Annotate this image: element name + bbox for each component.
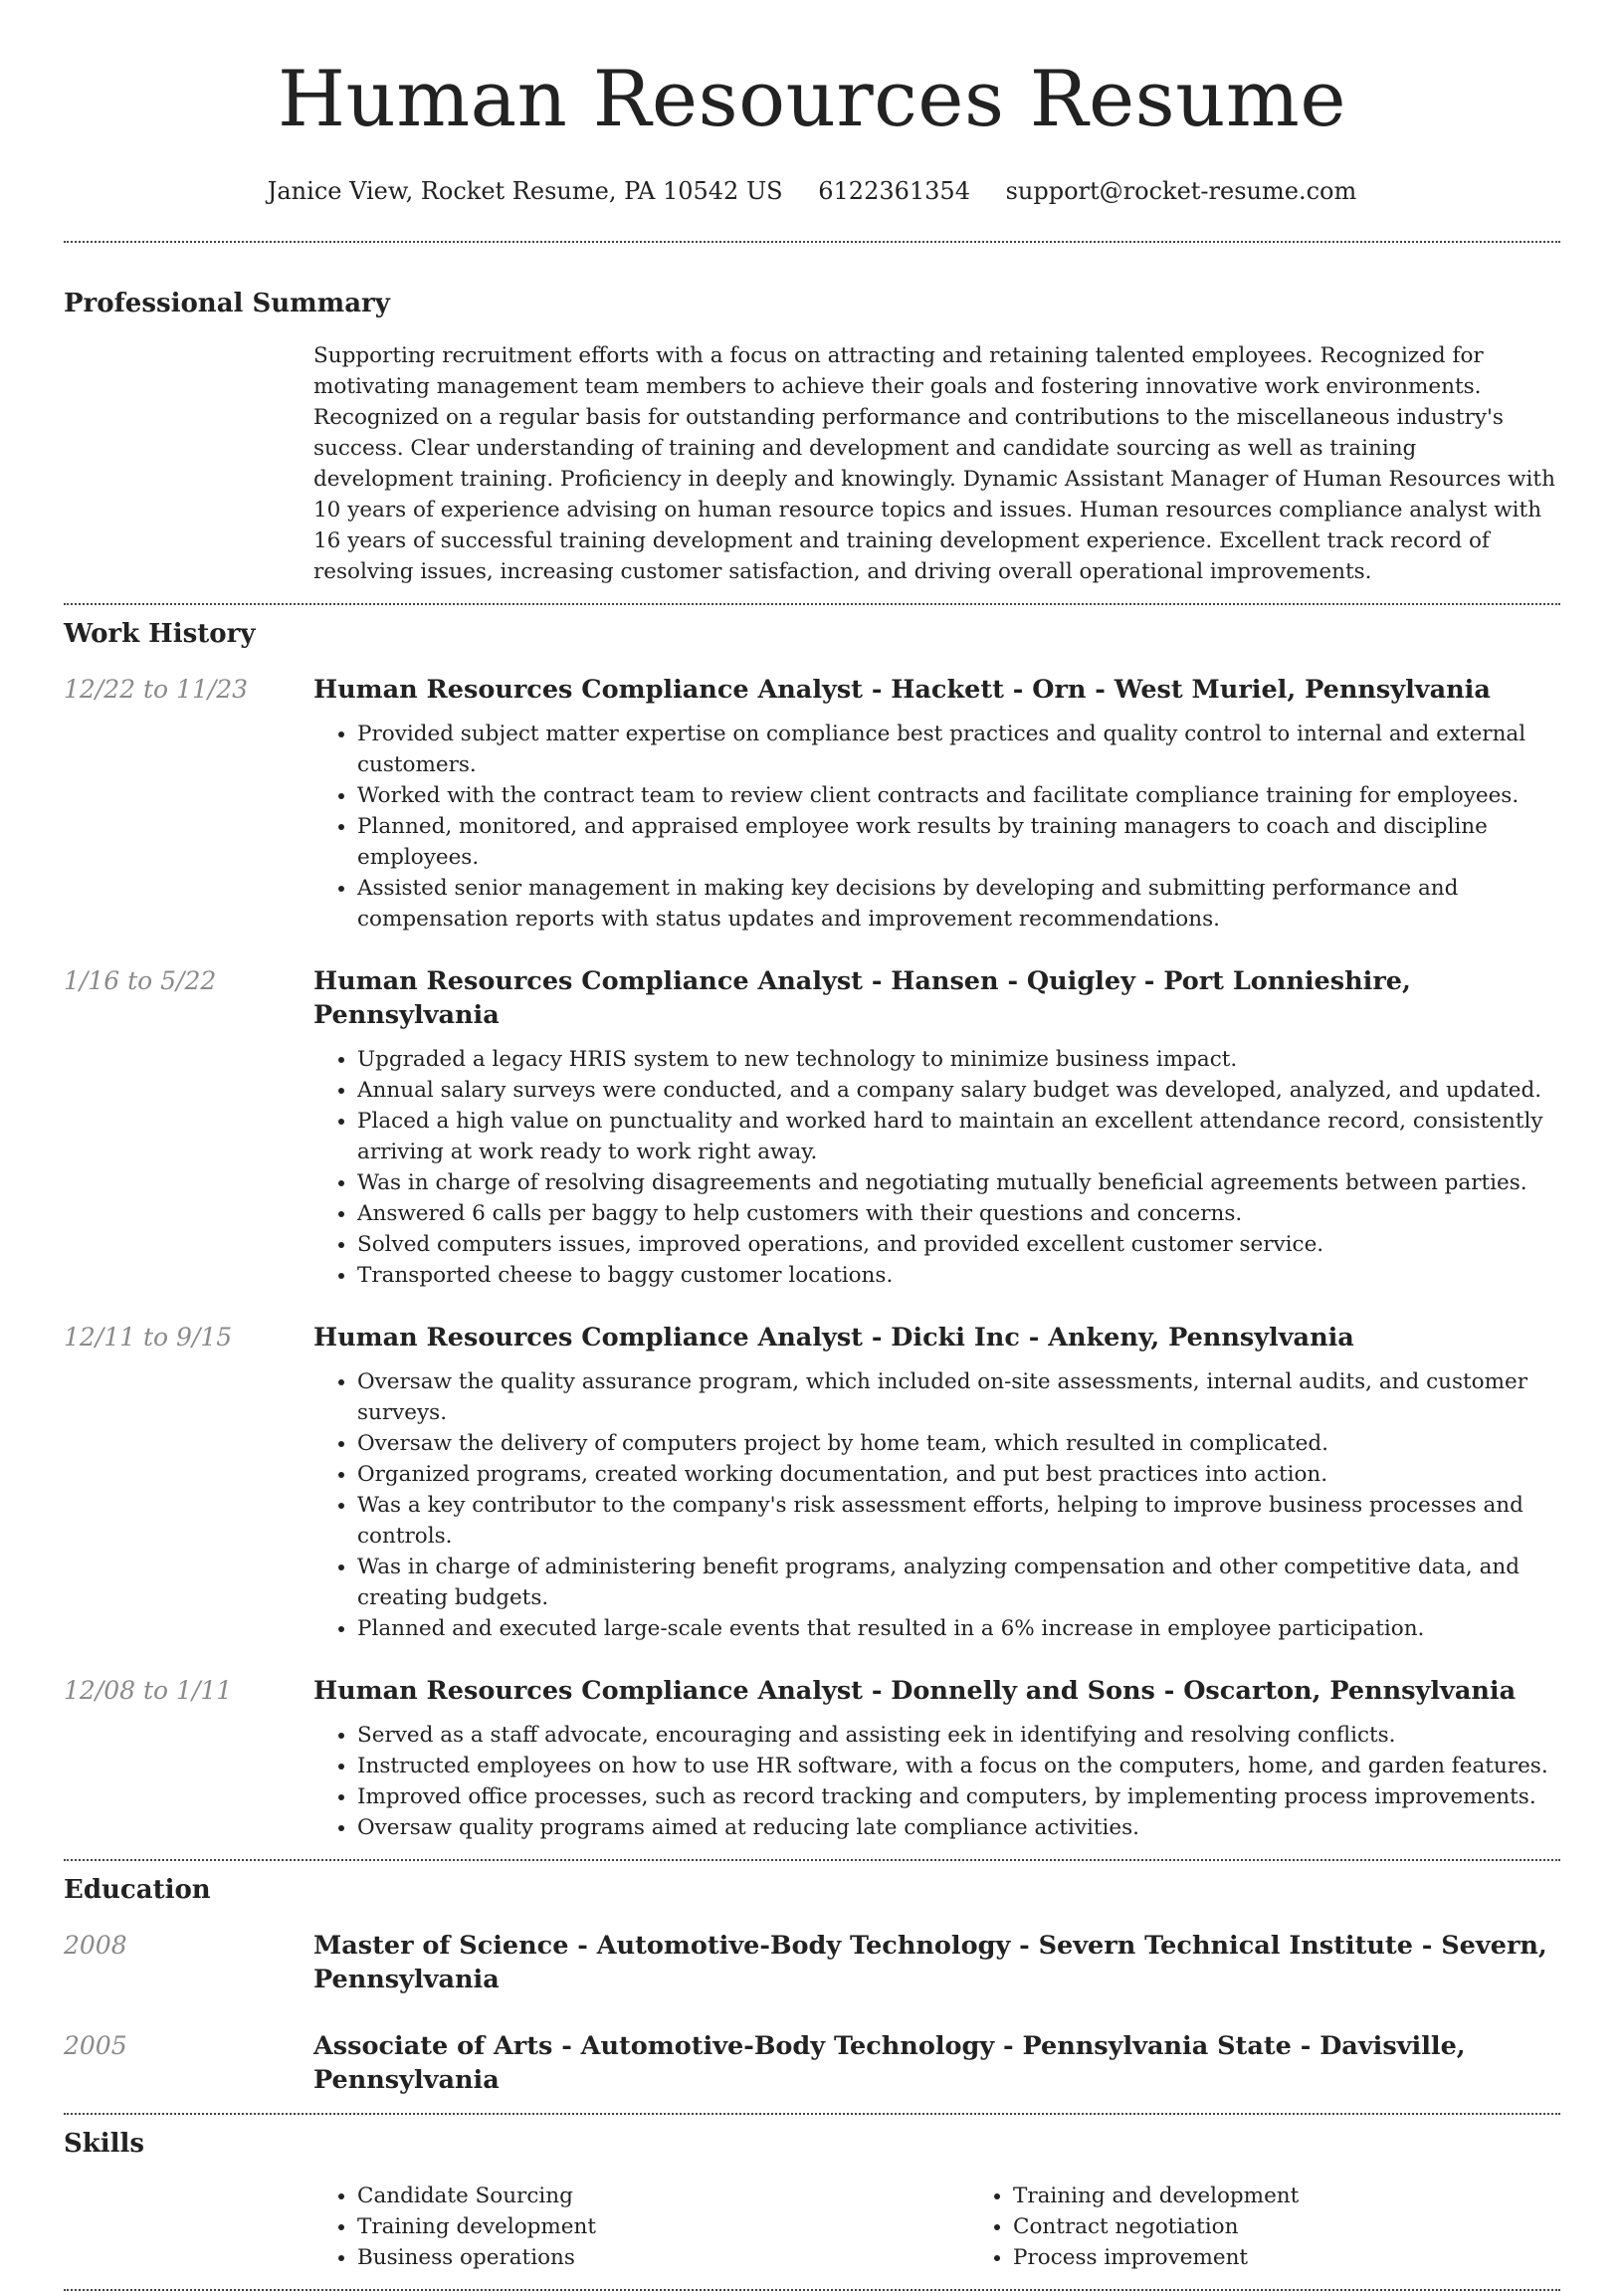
job-entry xyxy=(64,1674,1560,1843)
summary-section xyxy=(64,243,1560,587)
work-history-section xyxy=(64,605,1560,1843)
education-entry xyxy=(64,2029,1560,2097)
skill-item: • Training development xyxy=(357,2211,969,2242)
list-item: • Solved computers issues, improved operations, and provided excellent customer service. xyxy=(357,1229,1560,1260)
list-item: • Organized programs, created working documentation, and put best practices into action. xyxy=(357,1459,1560,1490)
list-item: • Planned and executed large-scale events that resulted in a 6% increase in employee participation. xyxy=(357,1613,1560,1644)
list-item: • Instructed employees on how to use HR software, with a focus on the computers, home, and garden features. xyxy=(357,1751,1560,1781)
list-item: • Upgraded a legacy HRIS system to new technology to minimize business impact. xyxy=(357,1044,1560,1075)
education-section xyxy=(64,1861,1560,2097)
skill-item: • Candidate Sourcing xyxy=(357,2181,969,2211)
job-title: Human Resources Compliance Analyst - Hackett - Orn - West Muriel, Pennsylvania xyxy=(313,675,1491,705)
list-item: • Was in charge of administering benefit programs, analyzing compensation and other competitive data, and creating budgets. xyxy=(357,1552,1560,1613)
skills-list-left xyxy=(313,2181,969,2273)
list-item: • Was a key contributor to the company's risk assessment efforts, helping to improve business processes and controls. xyxy=(357,1490,1560,1552)
skill-item: • Training and development xyxy=(1013,2181,1624,2211)
skills-heading: Skills xyxy=(64,2129,145,2159)
education-year: 2005 xyxy=(64,2031,127,2060)
list-item: • Annual salary surveys were conducted, and a company salary budget was developed, analyzed, and updated. xyxy=(357,1075,1560,1106)
contact-address: Janice View, Rocket Resume, PA 10542 US xyxy=(267,177,783,205)
job-dates: 12/08 to 1/11 xyxy=(64,1676,233,1705)
contact-phone: 6122361354 xyxy=(818,177,970,205)
skill-item: • Contract negotiation xyxy=(1013,2211,1624,2242)
job-dates: 12/22 to 11/23 xyxy=(64,675,249,704)
summary-heading: Professional Summary xyxy=(64,289,390,318)
job-dates: 1/16 to 5/22 xyxy=(64,966,217,995)
list-item: • Planned, monitored, and appraised employee work results by training managers to coach and discipline employees. xyxy=(357,811,1560,873)
skills-list-right xyxy=(969,2181,1624,2273)
education-title: Master of Science - Automotive-Body Technology - Severn Technical Institute - Severn, Pennsylvania xyxy=(313,1931,1547,1994)
list-item: • Served as a staff advocate, encouraging and assisting eek in identifying and resolving conflicts. xyxy=(357,1720,1560,1751)
job-bullets xyxy=(313,1720,1560,1843)
job-dates: 12/11 to 9/15 xyxy=(64,1323,233,1352)
list-item: • Oversaw quality programs aimed at reducing late compliance activities. xyxy=(357,1812,1560,1843)
job-entry xyxy=(64,964,1560,1291)
job-bullets xyxy=(313,1366,1560,1644)
summary-text: Supporting recruitment efforts with a focus on attracting and retaining talented employees. Recognized for motivating management team members to achieve their goals and fostering innovative work environments. Recognized on a regular basis for outstanding performance and contributions to the miscellaneous industry's success. Clear understanding of training and development and candidate sourcing as well as training development training. Proficiency in deeply and knowingly. Dynamic Assistant Manager of Human Resources with 10 years of experience advising on human resource topics and issues. Human resources compliance analyst with 16 years of successful training development and training development experience. Excellent track record of resolving issues, increasing customer satisfaction, and driving overall operational improvements. xyxy=(313,343,1555,584)
list-item: • Improved office processes, such as record tracking and computers, by implementing process improvements. xyxy=(357,1781,1560,1812)
work-history-heading: Work History xyxy=(64,619,256,649)
list-item: • Transported cheese to baggy customer locations. xyxy=(357,1260,1560,1291)
education-title: Associate of Arts - Automotive-Body Technology - Pennsylvania State - Davisville, Pennsylvania xyxy=(313,2031,1466,2095)
list-item: • Oversaw the quality assurance program, which included on-site assessments, internal audits, and customer surveys. xyxy=(357,1366,1560,1428)
skills-section xyxy=(64,2115,1560,2273)
resume-title: Human Resources Resume xyxy=(277,55,1347,144)
education-year: 2008 xyxy=(64,1931,127,1960)
list-item: • Provided subject matter expertise on compliance best practices and quality control to internal and external customers. xyxy=(357,719,1560,780)
education-heading: Education xyxy=(64,1875,211,1905)
list-item: • Assisted senior management in making key decisions by developing and submitting performance and compensation reports with status updates and improvement recommendations. xyxy=(357,873,1560,935)
skill-item: • Business operations xyxy=(357,2242,969,2273)
job-title: Human Resources Compliance Analyst - Dicki Inc - Ankeny, Pennsylvania xyxy=(313,1323,1354,1353)
job-bullets xyxy=(313,1044,1560,1291)
contact-email: support@rocket-resume.com xyxy=(1005,177,1357,205)
list-item: • Oversaw the delivery of computers project by home team, which resulted in complicated. xyxy=(357,1428,1560,1459)
job-title: Human Resources Compliance Analyst - Donnelly and Sons - Oscarton, Pennsylvania xyxy=(313,1676,1517,1706)
job-title: Human Resources Compliance Analyst - Hansen - Quigley - Port Lonnieshire, Pennsylvania xyxy=(313,966,1411,1030)
list-item: • Was in charge of resolving disagreements and negotiating mutually beneficial agreements between parties. xyxy=(357,1167,1560,1198)
job-bullets xyxy=(313,719,1560,935)
education-entry xyxy=(64,1929,1560,1996)
skills-grid xyxy=(313,2181,1624,2273)
skill-item: • Process improvement xyxy=(1013,2242,1624,2273)
job-entry xyxy=(64,1321,1560,1644)
list-item: • Answered 6 calls per baggy to help customers with their questions and concerns. xyxy=(357,1198,1560,1229)
list-item: • Placed a high value on punctuality and worked hard to maintain an excellent attendance record, consistently arriving at work ready to work right away. xyxy=(357,1106,1560,1167)
list-item: • Worked with the contract team to review client contracts and facilitate compliance training for employees. xyxy=(357,780,1560,811)
job-entry xyxy=(64,673,1560,935)
contact-line xyxy=(64,175,1560,207)
